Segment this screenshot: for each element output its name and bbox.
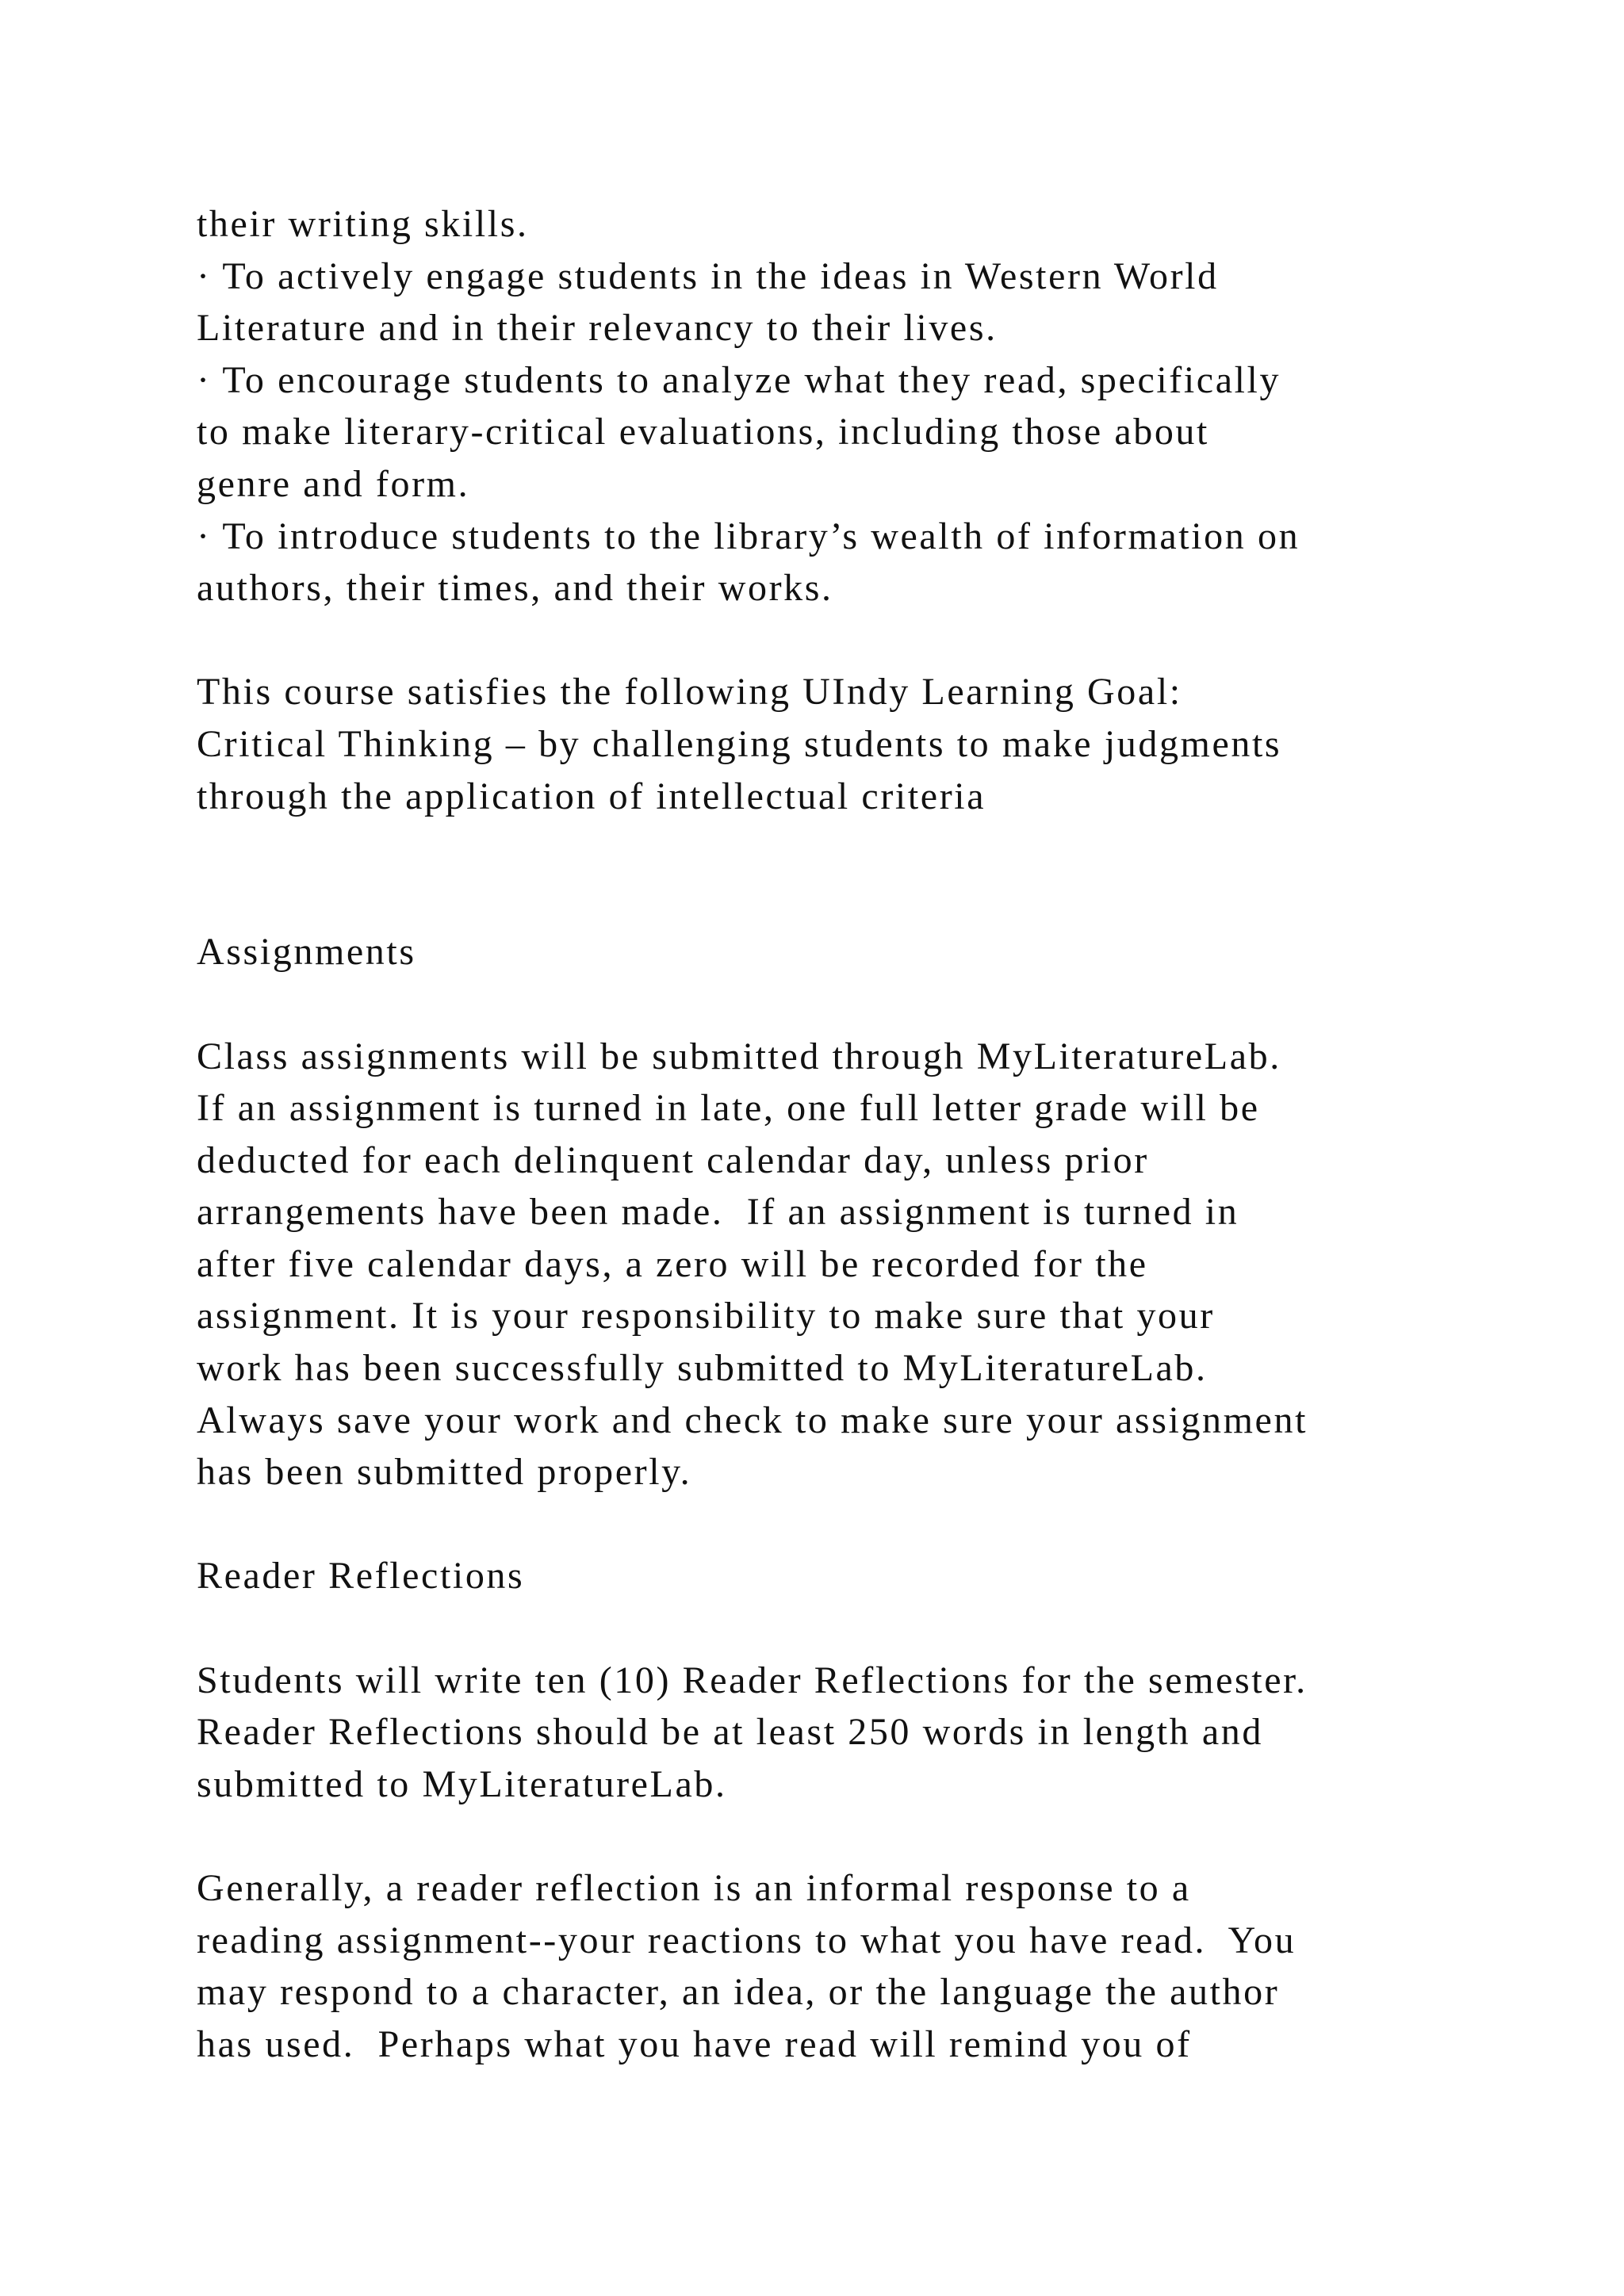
paragraph-spacer bbox=[197, 1602, 1505, 1655]
document-body bbox=[197, 198, 1505, 2070]
objectives-list-tail bbox=[197, 198, 1505, 614]
objectives-line: their writing skills. bbox=[197, 203, 529, 245]
assignments-line: has been submitted properly. bbox=[197, 1451, 692, 1494]
reflections-line: submitted to MyLiteratureLab. bbox=[197, 1762, 727, 1805]
generally-line: may respond to a character, an idea, or the language the author bbox=[197, 1971, 1280, 2014]
objectives-line: · To encourage students to analyze what they read, specifically bbox=[197, 358, 1281, 401]
assignments-heading: Assignments bbox=[197, 931, 416, 974]
generally-paragraph bbox=[197, 1862, 1505, 2070]
assignments-line: arrangements have been made. If an assignment is turned in bbox=[197, 1191, 1239, 1234]
assignments-line: Always save your work and check to make sure your assignment bbox=[197, 1399, 1308, 1441]
learning-goal-paragraph bbox=[197, 666, 1505, 822]
generally-line: reading assignment--your reactions to what you have read. You bbox=[197, 1919, 1297, 1961]
paragraph-spacer bbox=[197, 978, 1505, 1031]
objectives-line: genre and form. bbox=[197, 462, 470, 505]
objectives-line: authors, their times, and their works. bbox=[197, 567, 833, 610]
reflections-line: Reader Reflections should be at least 250 words in length and bbox=[197, 1711, 1263, 1754]
reflections-line: Students will write ten (10) Reader Reflections for the semester. bbox=[197, 1659, 1308, 1701]
paragraph-spacer bbox=[197, 614, 1505, 667]
learning-goal-line: This course satisfies the following UIndy Learning Goal: bbox=[197, 671, 1182, 714]
learning-goal-line: through the application of intellectual criteria bbox=[197, 775, 986, 817]
assignments-line: If an assignment is turned in late, one full letter grade will be bbox=[197, 1087, 1260, 1130]
paragraph-spacer bbox=[197, 1810, 1505, 1862]
objectives-line: Literature and in their relevancy to their lives. bbox=[197, 307, 998, 350]
generally-line: Generally, a reader reflection is an informal response to a bbox=[197, 1867, 1191, 1909]
paragraph-spacer bbox=[197, 1498, 1505, 1551]
objectives-line: · To introduce students to the library’s wealth of information on bbox=[197, 515, 1300, 557]
objectives-line: to make literary-critical evaluations, including those about bbox=[197, 411, 1209, 453]
assignments-line: work has been successfully submitted to MyLiteratureLab. bbox=[197, 1347, 1208, 1390]
section-spacer bbox=[197, 822, 1505, 926]
assignments-line: assignment. It is your responsibility to make sure that your bbox=[197, 1295, 1215, 1337]
assignments-line: deducted for each delinquent calendar day, unless prior bbox=[197, 1138, 1149, 1181]
reflections-paragraph bbox=[197, 1655, 1505, 1811]
objectives-line: · To actively engage students in the ideas in Western World bbox=[197, 254, 1219, 297]
assignments-line: after five calendar days, a zero will be recorded for the bbox=[197, 1242, 1148, 1285]
assignments-paragraph bbox=[197, 1031, 1505, 1498]
generally-line: has used. Perhaps what you have read will remind you of bbox=[197, 2022, 1192, 2065]
assignments-line: Class assignments will be submitted through MyLiteratureLab. bbox=[197, 1035, 1281, 1077]
learning-goal-line: Critical Thinking – by challenging students to make judgments bbox=[197, 722, 1282, 765]
reflections-heading: Reader Reflections bbox=[197, 1555, 525, 1598]
